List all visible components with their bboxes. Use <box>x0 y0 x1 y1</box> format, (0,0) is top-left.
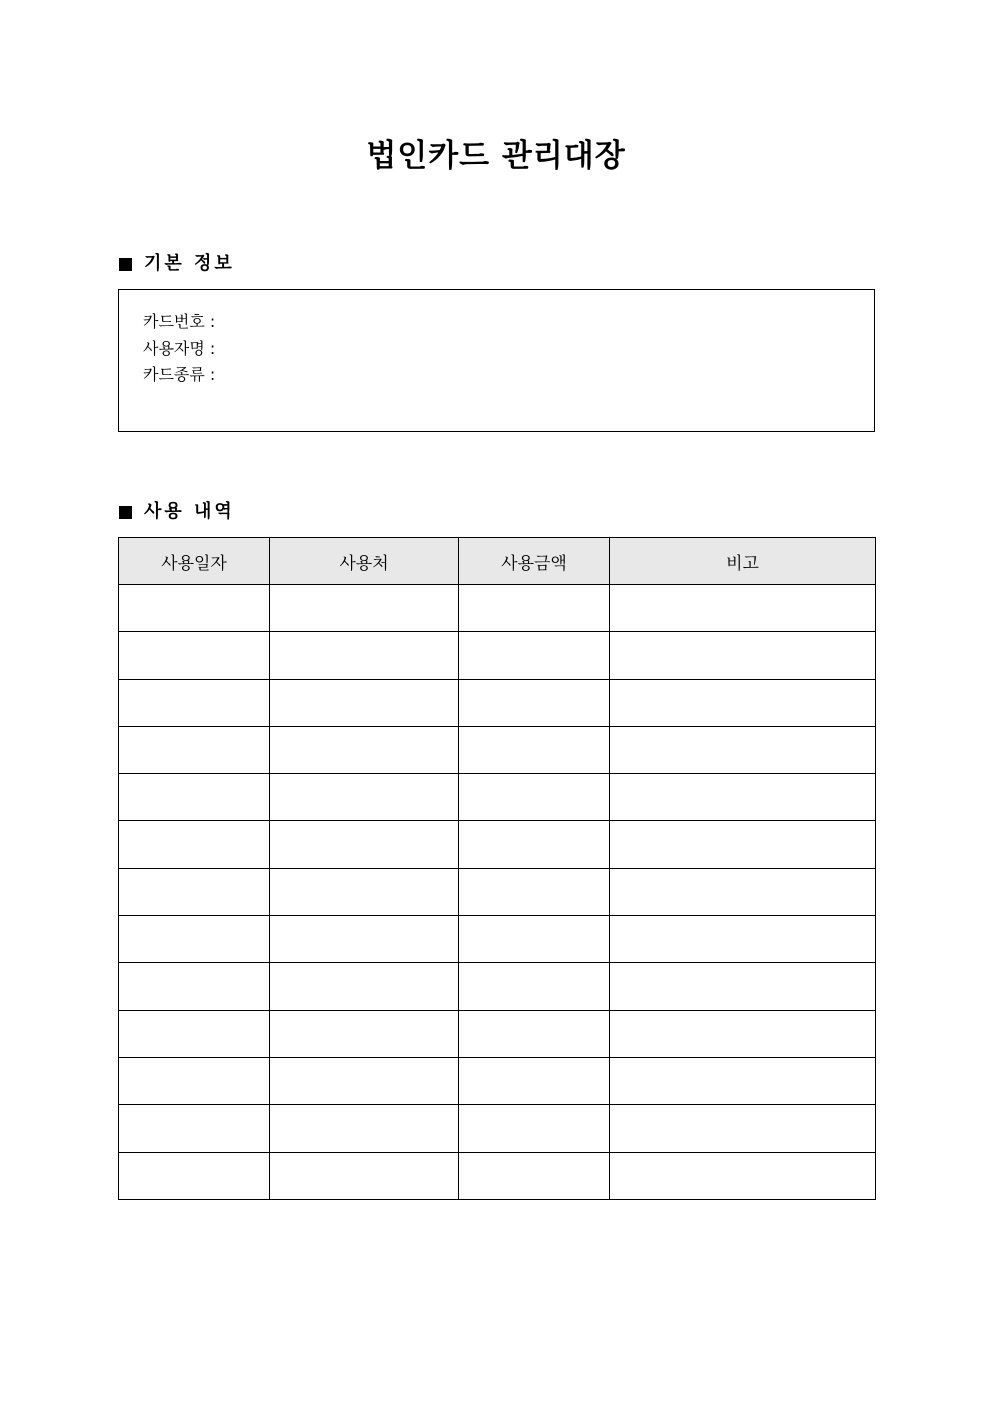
basic-info-heading <box>119 252 235 276</box>
remarks-cell[interactable] <box>610 963 876 1010</box>
table-row <box>119 1010 876 1057</box>
usage-date-cell[interactable] <box>119 632 270 679</box>
merchant-cell[interactable] <box>270 1057 459 1104</box>
basic-info-fields <box>143 309 215 389</box>
table-row <box>119 1057 876 1104</box>
remarks-cell[interactable] <box>610 916 876 963</box>
usage-date-cell[interactable] <box>119 1057 270 1104</box>
amount-cell[interactable] <box>459 1010 610 1057</box>
usage-date-cell[interactable] <box>119 726 270 773</box>
merchant-cell[interactable] <box>270 632 459 679</box>
card-type-label: 카드종류 : <box>143 365 216 384</box>
column-header-usage-date: 사용일자 <box>119 538 270 585</box>
usage-date-cell[interactable] <box>119 679 270 726</box>
usage-date-cell[interactable] <box>119 821 270 868</box>
usage-history-table <box>118 537 876 1200</box>
amount-cell[interactable] <box>459 679 610 726</box>
usage-date-cell[interactable] <box>119 963 270 1010</box>
usage-date-cell[interactable] <box>119 1010 270 1057</box>
table-row <box>119 1105 876 1152</box>
usage-history-body <box>119 585 876 1200</box>
square-bullet-icon <box>119 506 132 519</box>
table-row <box>119 916 876 963</box>
basic-info-box <box>118 289 875 432</box>
remarks-cell[interactable] <box>610 1152 876 1199</box>
table-row <box>119 963 876 1010</box>
remarks-cell[interactable] <box>610 821 876 868</box>
remarks-cell[interactable] <box>610 585 876 632</box>
table-row <box>119 1152 876 1199</box>
column-header-amount: 사용금액 <box>459 538 610 585</box>
column-header-merchant: 사용처 <box>270 538 459 585</box>
amount-cell[interactable] <box>459 1105 610 1152</box>
merchant-cell[interactable] <box>270 916 459 963</box>
table-row <box>119 774 876 821</box>
merchant-cell[interactable] <box>270 963 459 1010</box>
merchant-cell[interactable] <box>270 726 459 773</box>
square-bullet-icon <box>119 258 132 271</box>
amount-cell[interactable] <box>459 1057 610 1104</box>
table-row <box>119 868 876 915</box>
usage-date-cell[interactable] <box>119 1105 270 1152</box>
merchant-cell[interactable] <box>270 1152 459 1199</box>
table-row <box>119 679 876 726</box>
usage-history-heading-label: 사용 내역 <box>144 501 235 522</box>
merchant-cell[interactable] <box>270 821 459 868</box>
user-name-label: 사용자명 : <box>143 338 216 358</box>
remarks-cell[interactable] <box>610 1010 876 1057</box>
merchant-cell[interactable] <box>270 679 459 726</box>
remarks-cell[interactable] <box>610 1057 876 1104</box>
table-row <box>119 632 876 679</box>
merchant-cell[interactable] <box>270 868 459 915</box>
usage-date-cell[interactable] <box>119 585 270 632</box>
merchant-cell[interactable] <box>270 774 459 821</box>
remarks-cell[interactable] <box>610 726 876 773</box>
amount-cell[interactable] <box>459 774 610 821</box>
amount-cell[interactable] <box>459 916 610 963</box>
table-header-row <box>119 538 876 585</box>
basic-info-heading-label: 기본 정보 <box>144 253 235 274</box>
table-row <box>119 585 876 632</box>
amount-cell[interactable] <box>459 1152 610 1199</box>
usage-date-cell[interactable] <box>119 774 270 821</box>
merchant-cell[interactable] <box>270 1105 459 1152</box>
usage-history-heading <box>119 500 235 524</box>
remarks-cell[interactable] <box>610 632 876 679</box>
table-row <box>119 821 876 868</box>
amount-cell[interactable] <box>459 585 610 632</box>
card-number-label: 카드번호 : <box>143 312 216 331</box>
table-row <box>119 726 876 773</box>
amount-cell[interactable] <box>459 821 610 868</box>
amount-cell[interactable] <box>459 868 610 915</box>
remarks-cell[interactable] <box>610 679 876 726</box>
column-header-remarks: 비고 <box>610 538 876 585</box>
document-title: 법인카드 관리대장 <box>366 138 626 174</box>
remarks-cell[interactable] <box>610 774 876 821</box>
amount-cell[interactable] <box>459 963 610 1010</box>
usage-date-cell[interactable] <box>119 916 270 963</box>
usage-date-cell[interactable] <box>119 868 270 915</box>
merchant-cell[interactable] <box>270 585 459 632</box>
remarks-cell[interactable] <box>610 1105 876 1152</box>
usage-date-cell[interactable] <box>119 1152 270 1199</box>
amount-cell[interactable] <box>459 726 610 773</box>
merchant-cell[interactable] <box>270 1010 459 1057</box>
amount-cell[interactable] <box>459 632 610 679</box>
remarks-cell[interactable] <box>610 868 876 915</box>
